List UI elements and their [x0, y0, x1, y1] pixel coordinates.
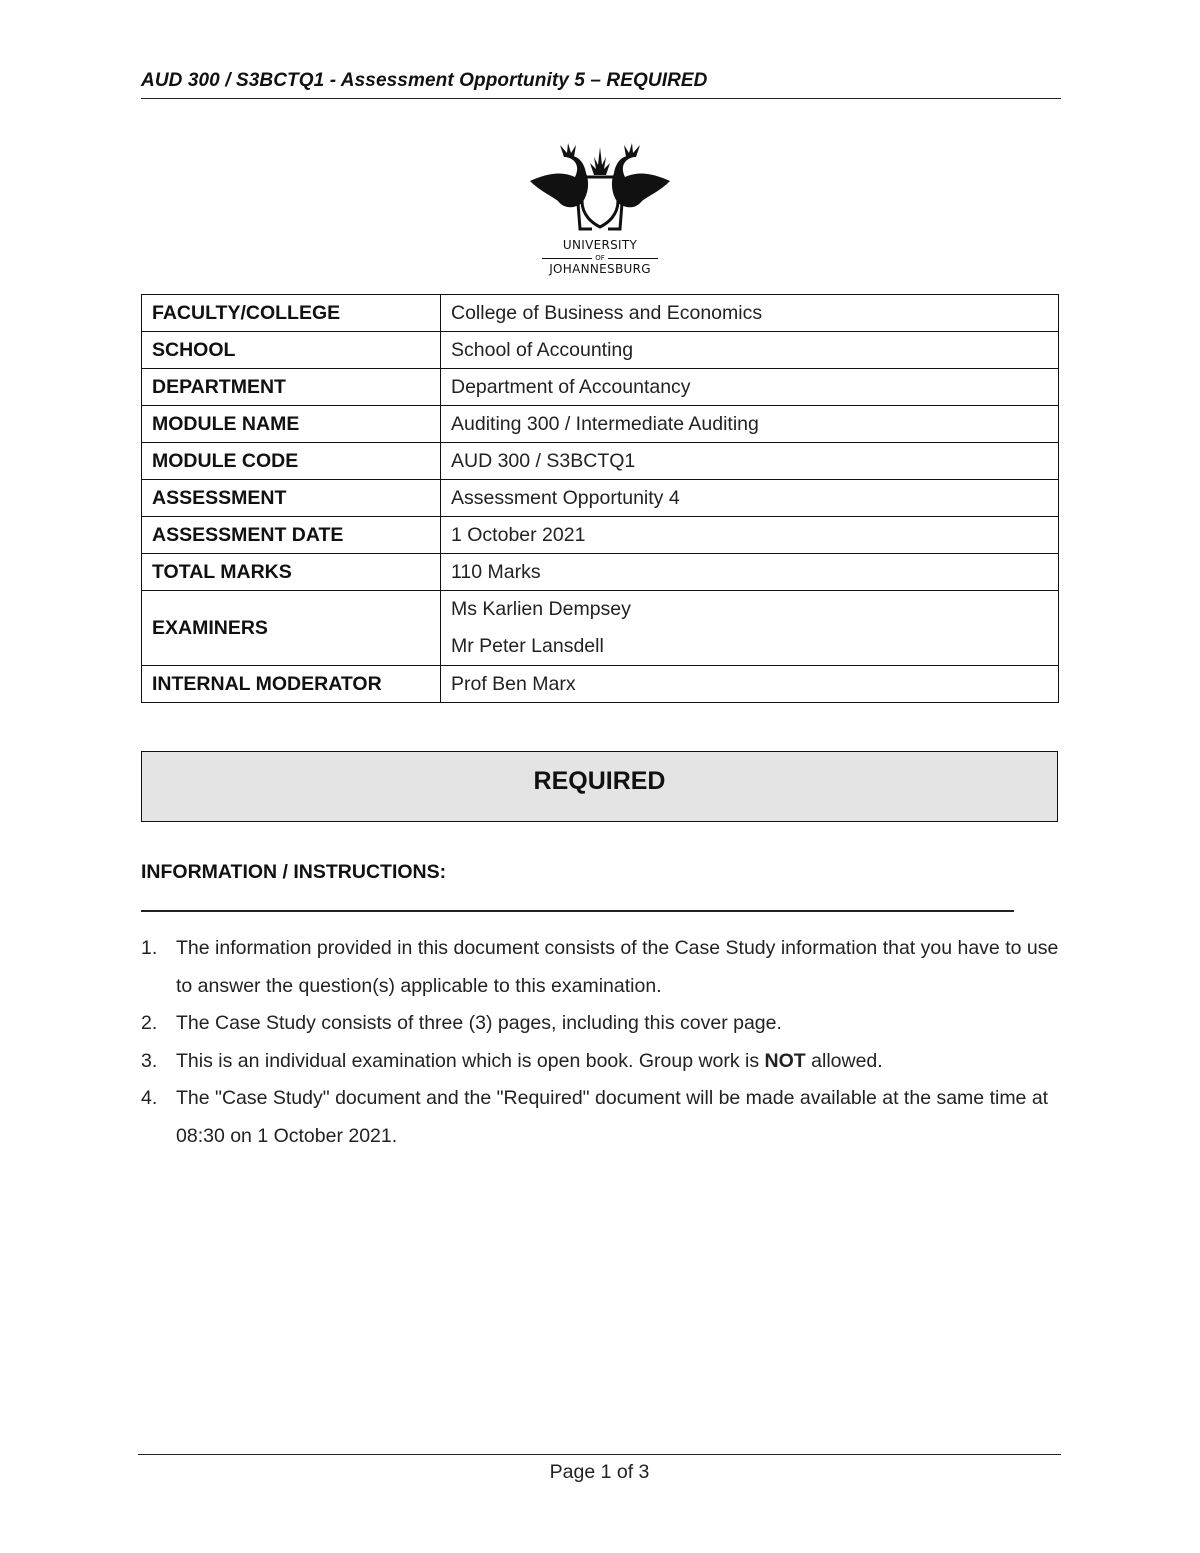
- logo-rule-left: [542, 258, 592, 259]
- moderator-row: [142, 666, 1059, 703]
- instructions-list: [141, 930, 1061, 1155]
- examiner-name: Ms Karlien Dempsey: [451, 598, 631, 620]
- row-label: DEPARTMENT: [142, 369, 441, 406]
- row-label: TOTAL MARKS: [142, 554, 441, 591]
- list-item: [141, 1043, 1061, 1081]
- row-value: Auditing 300 / Intermediate Auditing: [441, 406, 1059, 443]
- row-value: 110 Marks: [441, 554, 1059, 591]
- table-row: [142, 332, 1059, 369]
- moderator-label: INTERNAL MODERATOR: [142, 666, 441, 703]
- page-number: Page 1 of 3: [549, 1461, 650, 1483]
- table-row: [142, 480, 1059, 517]
- row-value: School of Accounting: [441, 332, 1059, 369]
- table-row: [142, 295, 1059, 332]
- examiners-label: EXAMINERS: [142, 591, 441, 666]
- instructions-heading: INFORMATION / INSTRUCTIONS:: [141, 861, 447, 883]
- row-value: Assessment Opportunity 4: [441, 480, 1059, 517]
- table-row: [142, 406, 1059, 443]
- list-text: The information provided in this document consists of the Case Study information that you have to use to answer the question(s) applicable to this examination.: [176, 937, 1059, 997]
- logo-of-text: OF: [595, 254, 605, 262]
- row-value: College of Business and Economics: [441, 295, 1059, 332]
- list-text: The "Case Study" document and the "Required" document will be made available at the same time at 08:30 on 1 October 2021.: [176, 1087, 1049, 1147]
- list-text: The Case Study consists of three (3) pages, including this cover page.: [176, 1012, 782, 1034]
- list-item: [141, 930, 1061, 1005]
- list-text-before: This is an individual examination which is open book. Group work is: [176, 1049, 765, 1072]
- row-label: FACULTY/COLLEGE: [142, 295, 441, 332]
- examiners-row: [142, 591, 1059, 666]
- list-number: 3.: [141, 1049, 158, 1072]
- table-row: [142, 369, 1059, 406]
- row-label: ASSESSMENT DATE: [142, 517, 441, 554]
- moderator-value: Prof Ben Marx: [441, 666, 1059, 703]
- row-value: AUD 300 / S3BCTQ1: [441, 443, 1059, 480]
- list-text-after: allowed.: [805, 1049, 883, 1072]
- list-item: [141, 1005, 1061, 1043]
- row-label: ASSESSMENT: [142, 480, 441, 517]
- row-value: Department of Accountancy: [441, 369, 1059, 406]
- required-title: REQUIRED: [533, 767, 666, 795]
- list-number: 2.: [141, 1012, 158, 1034]
- table-row: [142, 443, 1059, 480]
- list-item: [141, 1080, 1061, 1155]
- table-row: [142, 517, 1059, 554]
- crest-icon: [520, 143, 680, 235]
- row-value: 1 October 2021: [441, 517, 1059, 554]
- page-footer: [138, 1454, 1061, 1484]
- table-row: [142, 554, 1059, 591]
- row-label: MODULE CODE: [142, 443, 441, 480]
- header-title: AUD 300 / S3BCTQ1 - Assessment Opportunity 5 – REQUIRED: [141, 70, 708, 91]
- row-label: MODULE NAME: [142, 406, 441, 443]
- list-number: 1.: [141, 937, 158, 959]
- module-info-table: [141, 294, 1059, 703]
- page-header: [141, 68, 1061, 99]
- required-banner: [141, 751, 1058, 822]
- list-text-emphasis: NOT: [764, 1049, 806, 1072]
- university-logo: [520, 143, 680, 283]
- logo-rule-right: [608, 258, 658, 259]
- list-number: 4.: [141, 1087, 158, 1109]
- examiners-value: [441, 591, 1059, 666]
- logo-johannesburg-text: JOHANNESBURG: [549, 262, 651, 276]
- separator-rule: [141, 910, 1014, 912]
- row-label: SCHOOL: [142, 332, 441, 369]
- examiner-name: Mr Peter Lansdell: [451, 635, 604, 657]
- logo-university-text: UNIVERSITY: [562, 238, 638, 252]
